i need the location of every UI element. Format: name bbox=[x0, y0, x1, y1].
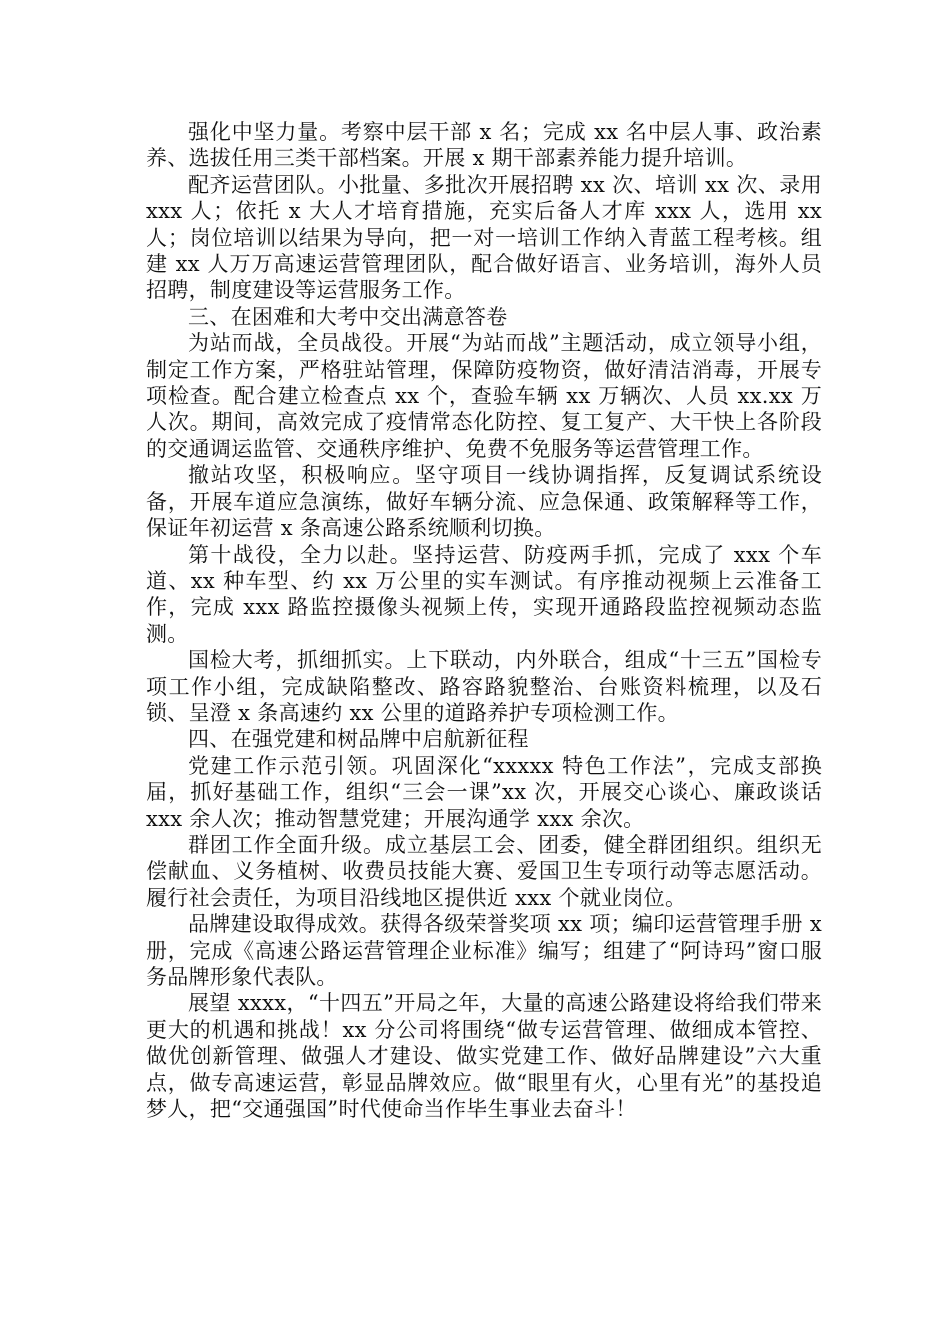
paragraph-text: 撤站攻坚，积极响应。坚守项目一线协调指挥，反复调试系统设备，开展车道应急演练，做好车辆分流、应急保通、政策解释等工作，保证年初运营 x 条高速公路系统顺利切换。 bbox=[146, 463, 822, 541]
paragraph-text: 国检大考，抓细抓实。上下联动，内外联合，组成“十三五”国检专项工作小组，完成缺陷整改、路容路貌整治、台账资料梳理，以及石锁、呈澄 x 条高速约 xx 公里的道路养护专项检测工作。 bbox=[146, 648, 822, 725]
paragraph-strengthen-core bbox=[146, 119, 822, 172]
paragraph-text: 为站而战，全员战役。开展“为站而战”主题活动，成立领导小组，制定工作方案，严格驻站管理，保障防疫物资，做好清洁消毒，开展专项检查。配合建立检查点 xx 个，查验车辆 xx 万辆次、人员 xx.xx 万人次。期间，高效完成了疫情常态化防控、复工复产、大干快上各阶段的交通调运监管、交通秩序维护、免费不免服务等运营管理工作。 bbox=[146, 331, 822, 461]
paragraph-brand-building bbox=[146, 911, 822, 990]
paragraph-text: 群团工作全面升级。成立基层工会、团委，健全群团组织。组织无偿献血、义务植树、收费员技能大赛、爱国卫生专项行动等志愿活动。履行社会责任，为项目沿线地区提供近 xxx 个就业岗位。 bbox=[146, 832, 822, 910]
paragraph-station-battle bbox=[146, 330, 822, 462]
heading-text: 三、在困难和大考中交出满意答卷 bbox=[188, 304, 508, 329]
paragraph-text: 第十战役，全力以赴。坚持运营、防疫两手抓，完成了 xxx 个车道、xx 种车型、约 xx 万公里的实车测试。有序推动视频上云准备工作，完成 xxx 路监控摄像头视频上传，实现开通路段监控视频动态监测。 bbox=[146, 542, 822, 646]
paragraph-text: 配齐运营团队。小批量、多批次开展招聘 xx 次、培训 xx 次、录用 xxx 人；依托 x 大人才培育措施，充实后备人才库 xxx 人，选用 xx 人；岗位培训以结果为导向，把一对一培训工作纳入青蓝工程考核。组建 xx 人万万高速运营管理团队，配合做好语言、业务培训，海外人员招聘，制度建设等运营服务工作。 bbox=[146, 172, 822, 303]
paragraph-national-inspection bbox=[146, 647, 822, 726]
paragraph-operations-team bbox=[146, 172, 822, 304]
paragraph-tenth-campaign bbox=[146, 542, 822, 648]
paragraph-text: 品牌建设取得成效。获得各级荣誉奖项 xx 项；编印运营管理手册 x 册，完成《高速公路运营管理企业标准》编写；组建了“阿诗玛”窗口服务品牌形象代表队。 bbox=[146, 912, 822, 989]
paragraph-text: 强化中坚力量。考察中层干部 x 名；完成 xx 名中层人事、政治素养、选拔任用三类干部档案。开展 x 期干部素养能力提升培训。 bbox=[146, 120, 822, 171]
section-heading-3 bbox=[146, 304, 822, 330]
paragraph-mass-organizations bbox=[146, 832, 822, 911]
paragraph-station-removal bbox=[146, 462, 822, 541]
document-body bbox=[146, 119, 822, 1122]
paragraph-outlook bbox=[146, 990, 822, 1122]
paragraph-text: 党建工作示范引领。巩固深化“xxxxx 特色工作法”，完成支部换届，抓好基础工作，组织“三会一课”xx 次，开展交心谈心、廉政谈话 xxx 余人次；推动智慧党建；开展沟通学 xxx 余次。 bbox=[146, 753, 822, 831]
paragraph-party-building bbox=[146, 753, 822, 832]
heading-text: 四、在强党建和树品牌中启航新征程 bbox=[188, 727, 529, 752]
section-heading-4 bbox=[146, 726, 822, 752]
paragraph-text: 展望 xxxx，“十四五”开局之年，大量的高速公路建设将给我们带来更大的机遇和挑战！xx 分公司将围绕“做专运营管理、做细成本管控、做优创新管理、做强人才建设、做实党建工作、做好品牌建设”六大重点，做专高速运营，彰显品牌效应。做“眼里有火，心里有光”的基投追梦人，把“交通强国”时代使命当作毕生事业去奋斗！ bbox=[146, 991, 822, 1122]
